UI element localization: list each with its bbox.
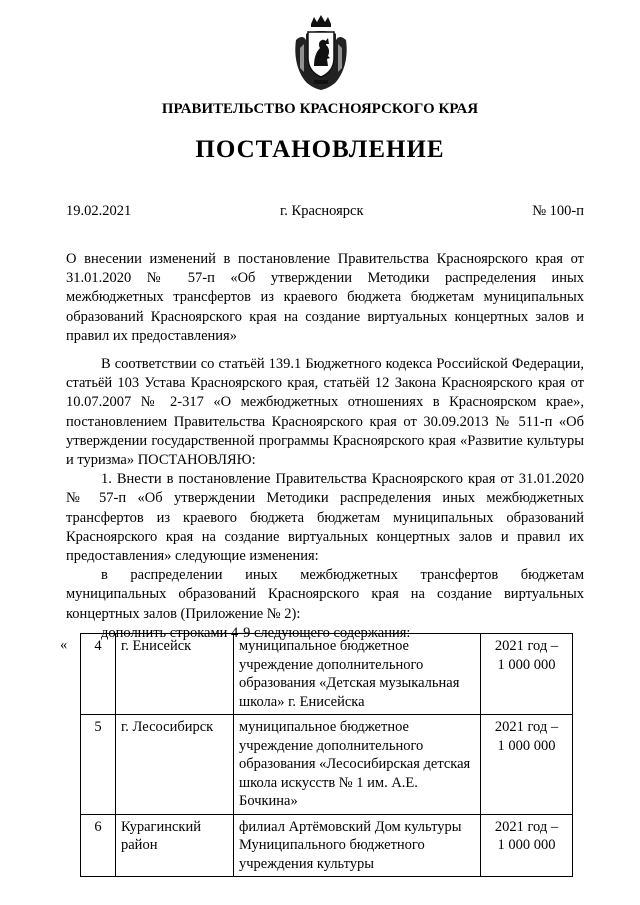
municipality-cell: г. Лесосибирск (116, 715, 234, 815)
coat-of-arms-emblem (292, 14, 350, 92)
institution-cell: филиал Артёмовский Дом культуры Муниципального бюджетного учреждения культуры (234, 814, 481, 877)
amount-value: 1 000 000 (497, 656, 556, 673)
amount-value: 1 000 000 (497, 737, 556, 754)
organization-title: ПРАВИТЕЛЬСТВО КРАСНОЯРСКОГО КРАЯ (161, 101, 479, 117)
document-body (66, 355, 584, 643)
body-paragraph-1: В соответствии со статьёй 139.1 Бюджетного кодекса Российской Федерации, статьёй 103 Устава Красноярского края, статьёй 12 Закона Красноярского края от 10.07.2007 № 2-317 «О межбюджетных отношениях в Красноярском крае», постановлением Правительства Красноярского края от 30.09.2013 № 511-п «Об утверждении государственной программы Красноярского края «Развитие культуры и туризма» ПОСТАНОВЛЯЮ: (66, 356, 584, 469)
row-number-cell: 4 (81, 634, 116, 715)
year-label: 2021 год – (494, 638, 559, 654)
body-paragraph-4: дополнить строками 4-9 следующего содержания: (101, 624, 411, 641)
table-row (81, 814, 573, 877)
document-date: 19.02.2021 (66, 203, 132, 219)
distribution-table (80, 633, 573, 877)
amount-cell (481, 634, 573, 715)
institution-cell: муниципальное бюджетное учреждение дополнительного образования «Лесосибирская детская школа искусств № 1 им. А.Е. Бочкина» (234, 715, 481, 815)
body-paragraph-2: 1. Внести в постановление Правительства Красноярского края от 31.01.2020 № 57-п «Об утверждении Методики распределения иных межбюджетных трансфертов из краевого бюджета бюджетам муниципальных образований Красноярского края на создание виртуальных концертных залов и правил их предоставления» следующие изменения: (66, 471, 584, 565)
year-label: 2021 год – (494, 818, 559, 835)
amount-cell (481, 715, 573, 815)
table-row (81, 715, 573, 815)
municipality-cell: Курагинский район (116, 814, 234, 877)
document-subject: О внесении изменений в постановление Правительства Красноярского края от 31.01.2020 № 57-п «Об утверждении Методики распределения иных межбюджетных трансфертов из краевого бюджета бюджетам муниципальных образований Красноярского края на создание виртуальных концертных залов и правил их предоставления» (66, 251, 584, 344)
row-number-cell: 6 (81, 814, 116, 877)
row-number-cell: 5 (81, 715, 116, 815)
institution-cell: муниципальное бюджетное учреждение дополнительного образования «Детская музыкальная школа» г. Енисейска (234, 634, 481, 715)
amount-cell (481, 814, 573, 877)
municipality-cell: г. Енисейск (116, 634, 234, 715)
table-row (81, 634, 573, 715)
body-paragraph-3: в распределении иных межбюджетных трансфертов бюджетам муниципальных образований Красноярского края на создание виртуальных концертных залов (Приложение № 2): (66, 567, 584, 622)
amount-value: 1 000 000 (497, 837, 556, 853)
table-open-quote: « (60, 637, 68, 653)
document-number: № 100-п (532, 203, 584, 219)
year-label: 2021 год – (494, 719, 559, 735)
document-city: г. Красноярск (280, 203, 364, 219)
document-type-title: ПОСТАНОВЛЕНИЕ (195, 136, 445, 163)
